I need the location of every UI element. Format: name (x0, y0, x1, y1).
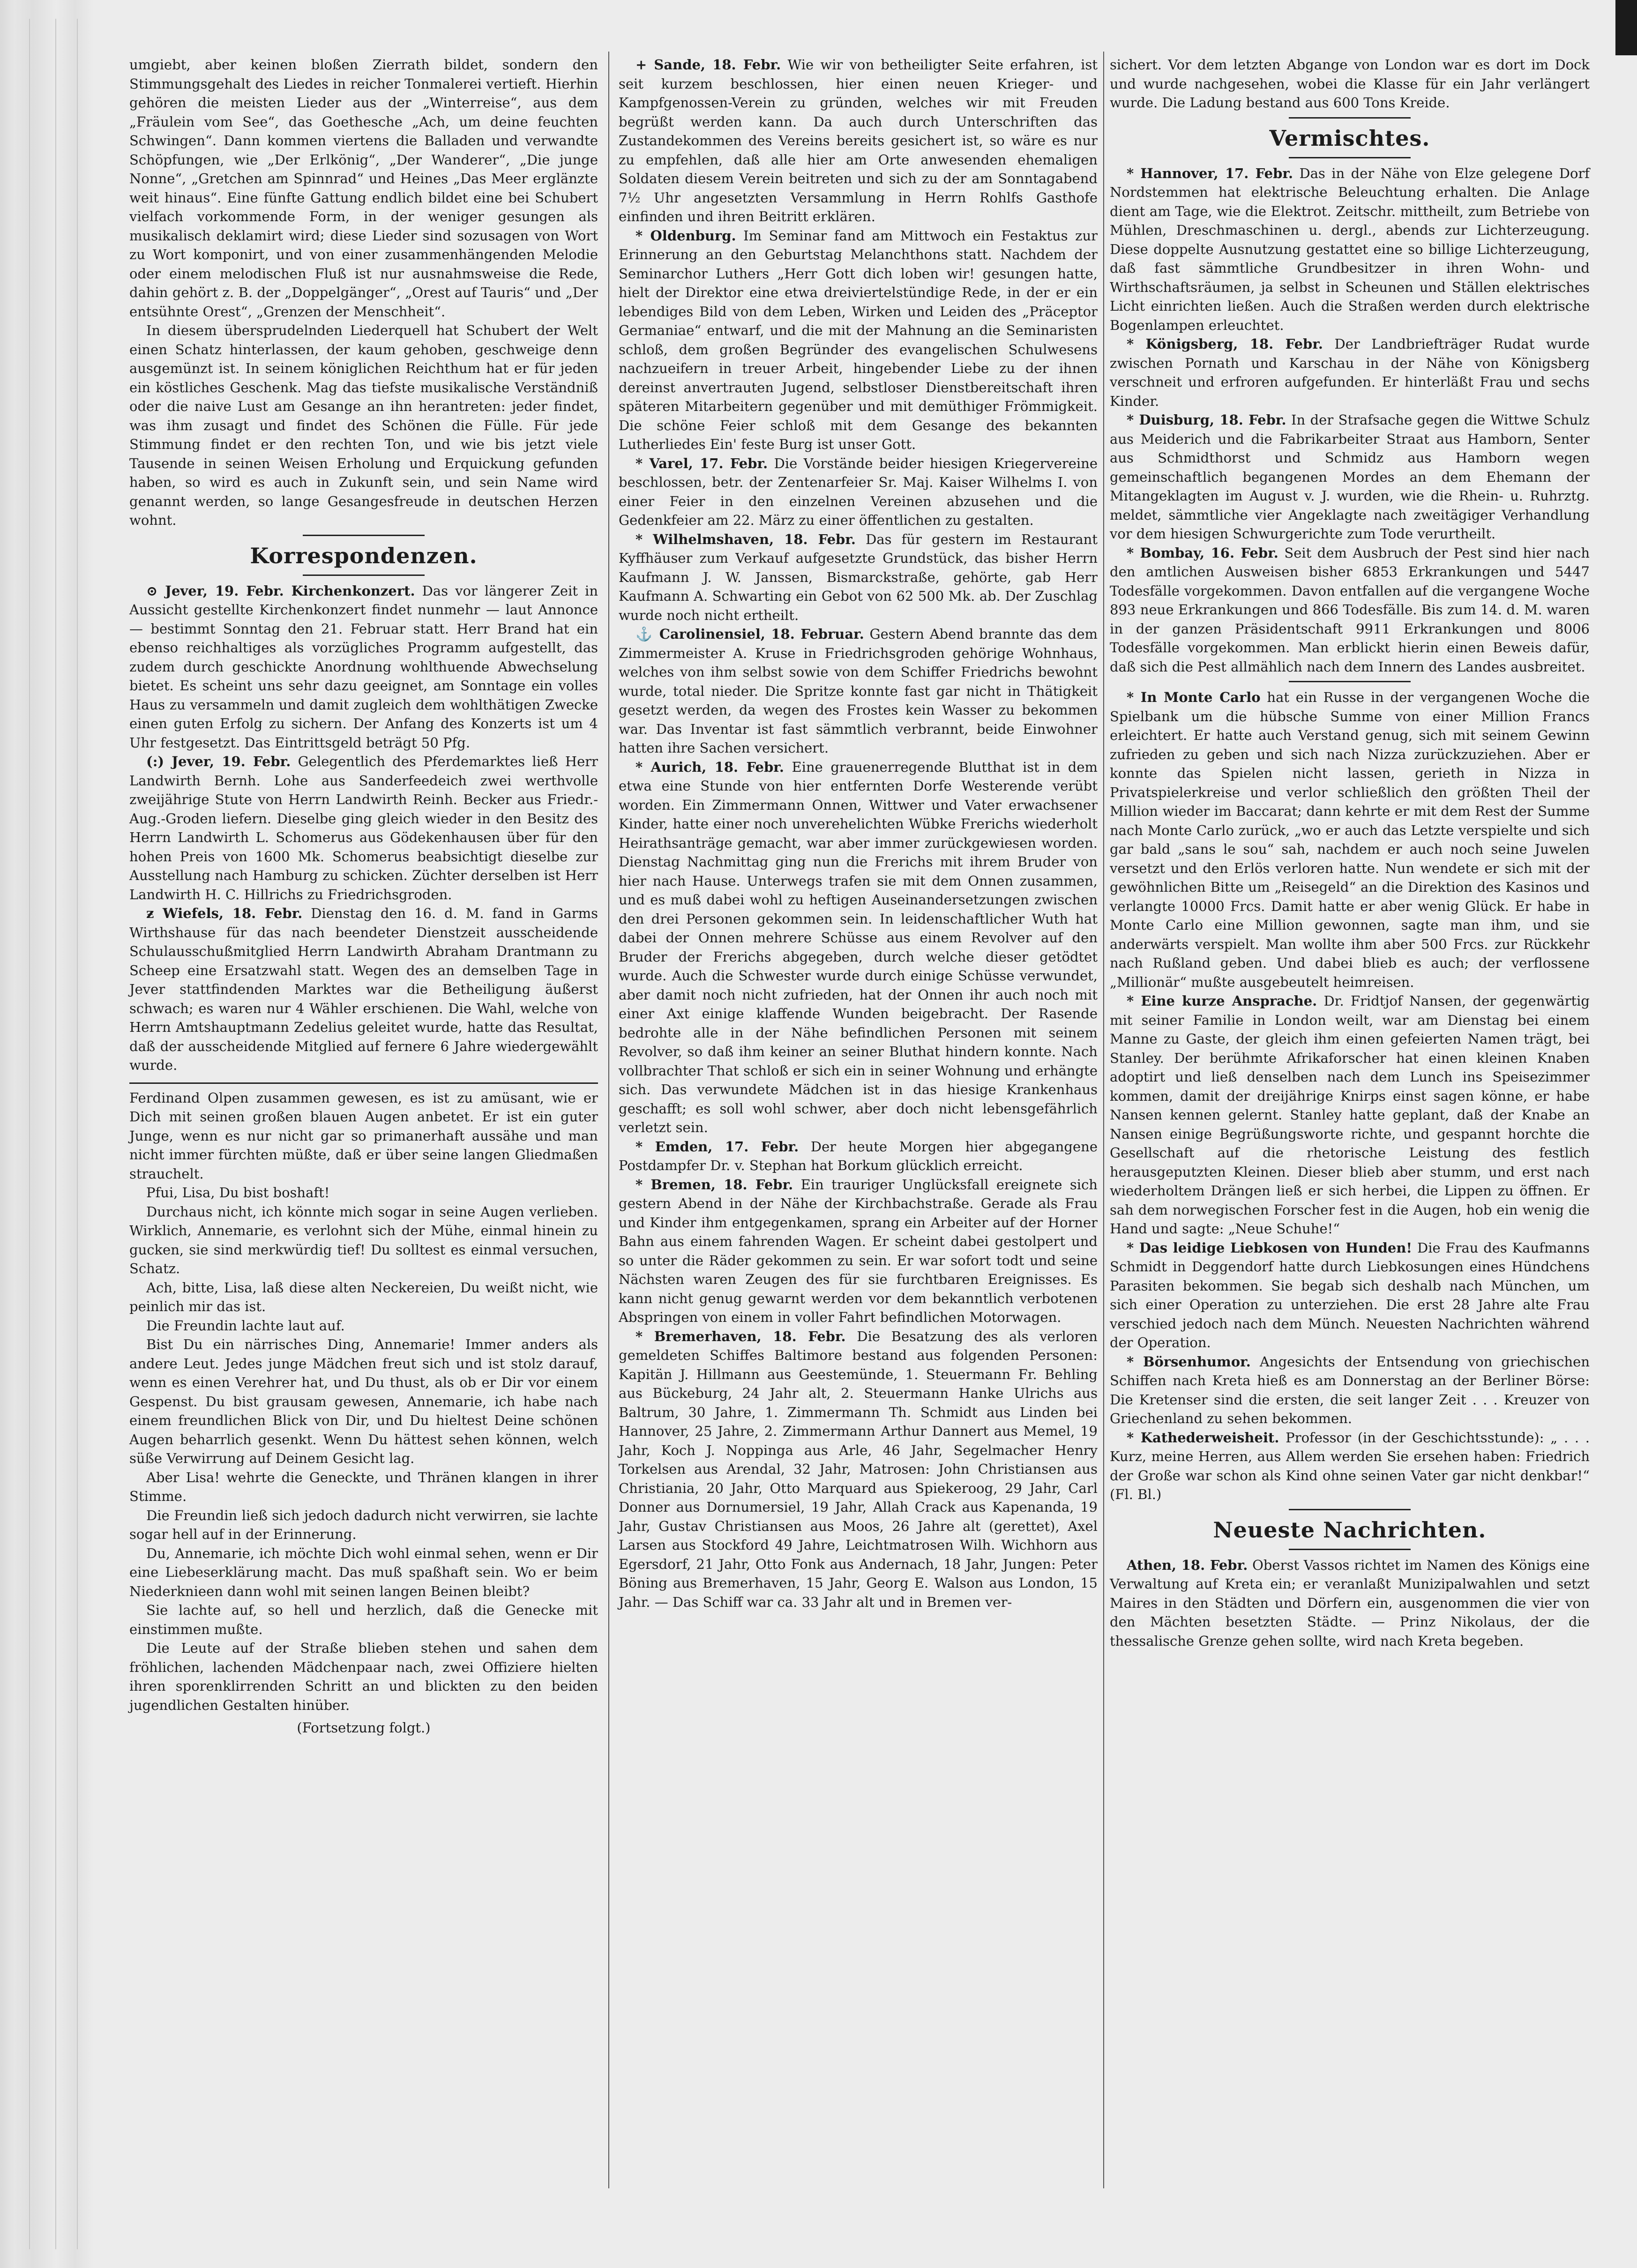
dateline: * Duisburg, 18. Febr. (1127, 412, 1286, 428)
section-divider (1289, 1549, 1411, 1550)
column-rule (1103, 52, 1104, 2188)
dateline: * Bombay, 16. Febr. (1127, 545, 1278, 561)
continuation-note: (Fortsetzung folgt.) (297, 1720, 431, 1736)
news-body: Die Vorstände beider hiesigen Kriegervereine beschlossen, betr. der Zentenarfeier Sr. Maj. Kaiser Wilhelms I. von einer Feier in den einzelnen Vereinen abzusehen und die Gedenkfeier am 22. März zu einer öffentlichen zu gestalten. (619, 455, 1098, 528)
feuilleton-text: Die Freundin lachte laut auf. (146, 1317, 345, 1334)
dateline: + Sande, 18. Febr. (635, 57, 781, 73)
dateline: * Eine kurze Ansprache. (1127, 993, 1317, 1009)
dateline: * Emden, 17. Febr. (635, 1138, 799, 1155)
news-body: In der Strafsache gegen die Wittwe Schulz aus Meiderich und die Fabrikarbeiter Straat aus Hamborn, Senter aus Schmidthorst und Schmidz aus Hamborn wegen gemeinschaftlich begangenen Mordes an dem Ehemann der Mitangeklagten im August v. J. wurden, wie die Rhein- u. Ruhrztg. meldet, sämmtliche vier Angeklagte nach zweitägiger Verhandlung vor dem hiesigen Schwurgerichte zum Tode verurtheilt. (1110, 412, 1590, 542)
dateline: * Börsenhumor. (1127, 1353, 1251, 1370)
dateline: ƶ Wiefels, 18. Febr. (146, 905, 303, 921)
news-body: Im Seminar fand am Mittwoch ein Festaktus zur Erinnerung an den Geburtstag Melanchthons statt. Nachdem der Seminarchor Luthers „Herr Gott dich loben wir! gesungen hatte, hielt der Direktor eine etwa dreiviertelstündige Rede, in der er ein lebendiges Bild von dem Leben, Wirken und Leiden des „Präceptor Germaniae“ entwarf, und die mit der Mahnung an die Seminaristen schloß, dem großen Begründer des evangelischen Schulwesens nachzueifern in treuer Arbeit, hingebender Liebe zu der ihnen dereinst anvertrauten Jugend, selbstloser Dienstbereitschaft ihren späteren Mitarbeitern gegenüber und mit demüthiger Frömmigkeit. Die schöne Feier schloß mit dem Gesange des bekannten Lutherliedes Ein' feste Burg ist unser Gott. (619, 227, 1098, 452)
news-item (619, 758, 1098, 1137)
feuilleton-divider (129, 1082, 598, 1084)
section-heading: Vermischtes. (1269, 125, 1430, 151)
column-rule (608, 52, 609, 2188)
feuilleton-text: Die Leute auf der Straße blieben stehen und sahen dem fröhlichen, lachenden Mädchenpaar nach, zwei Offiziere hielten ihren sporenklirrenden Schritt an und blickten zu den beiden jugendlichen Gestalten hinüber. (129, 1640, 598, 1713)
section-heading: Neueste Nachrichten. (1213, 1517, 1487, 1543)
news-item (619, 1327, 1098, 1612)
feuilleton-text: Du, Annemarie, ich möchte Dich wohl einmal sehen, wenn er Dir eine Liebeserklärung macht. Das muß spaßhaft sein. Wo er beim Niederknieen dann wohl mit seinen langen Beinen bleibt? (129, 1545, 598, 1599)
feuilleton-text: Sie lachte auf, so hell und herzlich, daß die Genecke mit einstimmen mußte. (129, 1602, 598, 1637)
article-text: In diesem übersprudelnden Liederquell hat Schubert der Welt einen Schatz hinterlassen, der kaum gehoben, geschweige denn ausgemünzt ist. In seinem königlichen Reichthum hat er für jeden ein köstliches Geschenk. Mag das tiefste musikalische Verständniß oder die naive Lust am Gesange an ihn herantreten: jeder findet, was ihm zusagt und findet des Schönen die Fülle. Für jede Stimmung findet er den rechten Ton, und wie bis jetzt viele Tausende in seinen Weisen Erholung und Erquickung gefunden haben, so wird es auch in Zukunft sein, und sein Name wird genannt werden, so lange Gesangesfreude in deutschen Herzen wohnt. (129, 322, 598, 528)
news-item (1110, 1556, 1590, 1651)
page-edge (0, 0, 94, 2268)
news-item (619, 454, 1098, 530)
dateline: * Hannover, 17. Febr. (1127, 165, 1293, 181)
feuilleton-text: Durchaus nicht, ich könnte mich sogar in seine Augen verlieben. Wirklich, Annemarie, es verlohnt sich der Mühe, einmal hinein zu gucken, sie sind merkwürdig tief! Du solltest es einmal versuchen, Schatz. (129, 1203, 598, 1276)
news-body: Gelegentlich des Pferdemarktes ließ Herr Landwirth Bernh. Lohe aus Sanderfeedeich zwei werthvolle zweijährige Stute von Herrn Landwirth Reinh. Becker aus Friedr.-Aug.-Groden liefern. Dieselbe ging gleich wieder in den Besitz des Herrn Landwirth L. Schomerus aus Gödekenhausen über für den hohen Preis von 1600 Mk. Schomerus beabsichtigt dieselbe zur Ausstellung nach Hamburg zu schicken. Züchter derselben ist Herr Landwirth H. C. Hillrichs zu Friedrichsgroden. (129, 754, 598, 903)
news-body: Angesichts der Entsendung von griechischen Schiffen nach Kreta hieß es am Donnerstag an der Berliner Börse: Die Kretenser sind die ersten, die seit langer Zeit . . . Kreuzer von Griechenland zu sehen bekommen. (1110, 1353, 1590, 1426)
news-continuation: sichert. Vor dem letzten Abgange von London war es dort im Dock und wurde nachgesehen, wobei die Klasse für ein Jahr verlängert wurde. Die Ladung bestand aus 600 Tons Kreide. (1110, 57, 1590, 111)
news-body: Dr. Fridtjof Nansen, der gegenwärtig mit seiner Familie in London weilt, war am Dienstag bei einem Manne zu Gaste, der gleich ihm einen gefeierten Namen trägt, bei Stanley. Der berühmte Afrikaforscher hat einen kleinen Knaben adoptirt und ließ denselben nach dem Lunch ins Speisezimmer kommen, damit der dreijährige Knirps einst sagen könne, er habe Nansen kennen gelernt. Stanley hatte geplant, daß der Knabe an Nansen einige Begrüßungsworte richte, und gespannt horchte die Gesellschaft auf die rhetorische Leistung des festlich herausgeputzten Kleinen. Dieser blieb aber stumm, und erst nach wiederholtem Drängen ließ er sich herbei, die Lippen zu öffnen. Er sah dem norwegischen Forscher fest in die Augen, hob ein wenig die Hand und sagte: „Neue Schuhe!“ (1110, 993, 1590, 1237)
column-3 (1110, 55, 1590, 1650)
dateline: ⊙ Jever, 19. Febr. Kirchenkonzert. (146, 582, 415, 599)
news-body: Dienstag den 16. d. M. fand in Garms Wirthshause für das nach beendeter Dienstzeit ausscheidende Schulausschußmitglied Herrn Landwirth Abraham Drantmann zu Scheep eine Ersatzwahl statt. Wegen des an demselben Tage in Jever stattfindenden Marktes war die Betheiligung äußerst schwach; es waren nur 4 Wähler erschienen. Die Wahl, welche von Herrn Amtshauptmann Zedelius geleitet wurde, hatte das Resultat, daß der ausscheidende Mitglied auf fernere 6 Jahre wiedergewählt wurde. (129, 905, 598, 1073)
news-item (619, 625, 1098, 758)
news-item (1110, 688, 1590, 992)
section-divider (303, 574, 425, 576)
news-body: Oberst Vassos richtet im Namen des Königs eine Verwaltung auf Kreta ein; er veranlaßt Munizipalwahlen und setzt Maires in den Städten und Dörfern ein, ausgenommen die vier von den Mächten besetzten Städte. — Prinz Nikolaus, der die thessalische Grenze gehen sollte, wird nach Kreta begeben. (1110, 1557, 1590, 1649)
news-body: Eine grauenerregende Blutthat ist in dem etwa eine Stunde von hier entfernten Dorfe Westerende verübt worden. Ein Zimmermann Onnen, Wittwer und Vater erwachsener Kinder, hatte einer noch unverehelichten Wübke Frerichs wiederholt Heirathsanträge gemacht, war aber immer zurückgewiesen worden. Dienstag Nachmittag ging nun die Frerichs mit ihrem Bruder von hier nach Hause. Unterwegs trafen sie mit dem Onnen zusammen, und es muß dabei wohl zu heftigen Auseinandersetzungen zwischen den drei Personen gekommen sein. In leidenschaftlicher Wuth hat dabei der Onnen mehrere Schüsse aus einem Revolver auf den Bruder der Frerichs abgegeben, durch welche dieser getödtet wurde. Auch die Schwester wurde durch einige Schüsse verwundet, aber damit noch nicht zufrieden, hat der Onnen ihr auch noch mit einer Axt einige klaffende Wunden beigebracht. Der Rasende bedrohte alle in der Nähe befindlichen Personen mit seinem Revolver, so daß ihm keiner an seiner Bluthat hindern konnte. Nach vollbrachter That schloß er sich ein in seiner Wohnung und erhängte sich. Das verwundete Mädchen ist in das hiesige Krankenhaus geschafft; es soll wohl schwer, aber doch nicht lebensgefährlich verletzt sein. (619, 759, 1098, 1135)
dateline: * In Monte Carlo (1127, 689, 1261, 705)
news-item (1110, 992, 1590, 1238)
feuilleton-text: Die Freundin ließ sich jedoch dadurch nicht verwirren, sie lachte sogar hell auf in der Erinnerung. (129, 1507, 598, 1542)
news-item (129, 904, 598, 1075)
news-body: Die Frau des Kaufmanns Schmidt in Deggendorf hatte durch Liebkosungen eines Hündchens Parasiten bekommen. Sie begab sich deshalb nach München, um sich einer Operation zu unterziehen. Die erst 28 Jahre alte Frau verschied jedoch nach dem Münch. Neuesten Nachrichten während der Operation. (1110, 1239, 1590, 1350)
dateline: * Oldenburg. (635, 227, 736, 244)
news-item (619, 1137, 1098, 1175)
news-body: Seit dem Ausbruch der Pest sind hier nach den amtlichen Ausweisen bisher 6853 Erkrankungen und 5447 Todesfälle vorgekommen. Davon entfallen auf die vergangene Woche 893 neue Erkrankungen und 866 Todesfälle. Bis zum 14. d. M. waren in der ganzen Präsidentschaft 9911 Erkrankungen und 8006 Todesfälle vorgekommen. Man erblickt hierin einen Beweis dafür, daß sich die Pest allmählich nach dem Innern des Landes ausbreitet. (1110, 545, 1590, 675)
dateline: * Bremen, 18. Febr. (635, 1176, 793, 1193)
dateline: ⚓ Carolinensiel, 18. Februar. (635, 626, 864, 642)
section-heading: Korrespondenzen. (250, 543, 478, 568)
news-body: Die Besatzung des als verloren gemeldeten Schiffes Baltimore bestand aus folgenden Personen: Kapitän J. Hillmann aus Geestemünde, 1. Steuermann Fr. Behling aus Bückeburg, 24 Jahr alt, 2. Steuermann Hanke Ulrichs aus Baltrum, 30 Jahre, 1. Zimmermann Th. Schmidt aus Linden bei Hannover, 25 Jahre, 2. Zimmermann Arthur Dannert aus Memel, 19 Jahr, Koch J. Noppinga aus Arle, 46 Jahr, Segelmacher Henry Torkelsen aus Arendal, 32 Jahr, Matrosen: John Christiansen aus Christiania, 20 Jahr, Otto Marquard aus Spiekeroog, 29 Jahr, Carl Donner aus Dornumersiel, 19 Jahr, Allah Crack aus Kapenanda, 19 Jahr, Gustav Christiansen aus Moos, 26 Jahre alt (gerettet), Axel Larsen aus Stockford 49 Jahre, Leichtmatrosen Wilh. Wichhorn aus Egersdorf, 21 Jahr, Otto Fonk aus Andernach, 18 Jahr, Jungen: Peter Böning aus Bremerhaven, 15 Jahr, Georg E. Walson aus London, 15 Jahr. — Das Schiff war ca. 33 Jahr alt und in Bremen ver- (619, 1328, 1098, 1610)
news-item (1110, 544, 1590, 677)
dateline: * Aurich, 18. Febr. (635, 759, 784, 775)
column-1 (129, 55, 598, 1737)
corner-tab (1615, 0, 1637, 55)
news-body: Professor (in der Geschichtsstunde): „ . . . Kurz, meine Herren, aus Allem werden Sie ersehen haben: Friedrich der Große war schon als Kind ohne seinen Vater gar nicht denkbar!“ (Fl. Bl.) (1110, 1429, 1590, 1502)
news-item (619, 226, 1098, 454)
feuilleton-text: Pfui, Lisa, Du bist boshaft! (146, 1185, 330, 1201)
news-item (1110, 410, 1590, 544)
item-divider (1289, 681, 1411, 682)
news-item (1110, 1238, 1590, 1352)
feuilleton-text: Ach, bitte, Lisa, laß diese alten Neckereien, Du weißt nicht, wie peinlich mir das ist. (129, 1279, 598, 1314)
news-body: Das in der Nähe von Elze gelegene Dorf Nordstemmen hat elektrische Beleuchtung erhalten. Die Anlage dient am Tage, wie die Elektrot. Zeitschr. mittheilt, zum Betriebe von Mühlen, Dreschmaschinen u. dergl., abends zur Lichterzeugung. Diese doppelte Ausnutzung gestattet eine so billige Lichterzeugung, daß fast sämmtliche Grundbesitzer in ihren Wohn- und Wirthschaftsräumen, ja selbst in Scheunen und Ställen elektrisches Licht einrichten ließen. Auch die Straßen werden durch elektrische Bogenlampen erleuchtet. (1110, 165, 1590, 333)
news-body: Das vor längerer Zeit in Aussicht gestellte Kirchenkonzert findet nunmehr — laut Annonce — bestimmt Sonntag den 21. Februar statt. Herr Brand hat ein ebenso reichhaltiges als vorzügliches Programm aufgestellt, das zudem durch geschickte Anordnung wohlthuende Abwechselung bietet. Es scheint uns sehr dazu geeignet, am Sonntage ein volles Haus zu versammeln und damit zugleich dem wohlthätigen Zwecke einen guten Erfolg zu sichern. Der Anfang des Konzerts ist um 4 Uhr festgesetzt. Das Eintrittsgeld beträgt 50 Pfg. (129, 582, 598, 751)
dateline: Athen, 18. Febr. (1127, 1557, 1248, 1573)
news-item (619, 530, 1098, 625)
dateline: * Das leidige Liebkosen von Hunden! (1127, 1239, 1413, 1256)
news-body: Gestern Abend brannte das dem Zimmermeister A. Kruse in Friedrichsgroden gehörige Wohnhaus, welches von ihm selbst sowie von dem Schiffer Friedrichs bewohnt wurde, total nieder. Die Spritze konnte fast gar nicht in Thätigkeit gesetzt werden, da wegen des Frostes kein Wasser zu bekommen war. Das Inventar ist fast sämmtlich verbrannt, beide Einwohner hatten ihre Sachen versichert. (619, 626, 1098, 756)
news-body: Ein trauriger Unglücksfall ereignete sich gestern Abend in der Nähe der Kirchbachstraße. Gerade als Frau und Kinder ihm entgegenkamen, sprang ein Arbeiter auf der Horner Bahn aus einem fahrenden Wagen. Er scheint dabei gestolpert und so unter die Räder gekommen zu sein. Er war sofort todt und seine Nächsten waren Zeugen des für sie furchtbaren Ereignisses. Es kann nicht genug gewarnt werden vor dem bekanntlich verbotenen Abspringen von einem in voller Fahrt befindlichen Motorwagen. (619, 1176, 1098, 1325)
article-text: umgiebt, aber keinen bloßen Zierrath bildet, sondern den Stimmungsgehalt des Liedes in reicher Tonmalerei vertieft. Hierhin gehören die meisten Lieder aus der „Winterreise“, aus dem „Fräulein vom See“, das Goethesche „Ach, um deine feuchten Schwingen“. Dann kommen viertens die Balladen und verwandte Schöpfungen, wie „Der Erlkönig“, „Der Wanderer“, „Die junge Nonne“, „Gretchen am Spinnrad“ und Heines „Das Meer erglänzte weit hinaus“. Eine fünfte Gattung endlich bildet eine bei Schubert vielfach vorkommende Form, in der weniger gesungen als musikalisch deklamirt wird; diese Lieder sind sozusagen von Wort zu Wort komponirt, und von einer zusammenhängenden Melodie oder einem melodischen Fluß ist nur ausnahmsweise die Rede, dahin gehört z. B. der „Doppelgänger“, „Orest auf Tauris“ und „Der entsühnte Orest“, „Grenzen der Menschheit“. (129, 57, 598, 320)
section-divider (1289, 1509, 1411, 1510)
section-divider (1289, 117, 1411, 119)
news-item (619, 1175, 1098, 1327)
news-item (1110, 335, 1590, 410)
news-item (129, 752, 598, 904)
news-item (129, 582, 598, 753)
dateline: * Wilhelmshaven, 18. Febr. (635, 531, 856, 547)
column-2 (619, 55, 1098, 1611)
news-body: hat ein Russe in der vergangenen Woche die Spielbank um die hübsche Summe von einer Million Francs erleichtert. Er hatte auch Verstand genug, sich mit seinem Gewinn zufrieden zu geben und sich nach Nizza zurückzuziehen. Aber er konnte das Spielen nicht lassen, gerieth in Nizza in Privatspielerkreise und verlor schließlich den größten Theil der Million wieder im Baccarat; dann kehrte er mit dem Rest der Summe nach Monte Carlo zurück, „wo er auch das Letzte verspielte und sich gar bald „sans le sou“ sah, nachdem er auch noch seine Juwelen versetzt und den Erlös verloren hatte. Nun wendete er sich mit der gewöhnlichen Bitte um „Reisegeld“ an die Direktion des Kasinos und verlangte 10000 Frcs. Damit hatte er aber wenig Glück. Er habe in Monte Carlo eine Million gewonnen, sagte man ihm, und sie anderwärts verspielt. Man wollte ihm aber 500 Frcs. zur Rückkehr nach Rußland geben. Und dabei blieb es auch; der verflossene „Millionär“ mußte ausgebeutelt heimreisen. (1110, 689, 1590, 990)
dateline: (:) Jever, 19. Febr. (146, 754, 291, 769)
news-item (1110, 1352, 1590, 1428)
dateline: * Bremerhaven, 18. Febr. (635, 1328, 846, 1344)
news-body: Wie wir von betheiligter Seite erfahren, ist seit kurzem beschlossen, hier einen neuen Krieger- und Kampfgenossen-Verein zu gründen, welches wir mit Freuden begrüßt werden kann. Da auch durch Unterschriften das Zustandekommen des Vereins bereits gesichert ist, so wäre es nur zu empfehlen, daß alle hier am Orte anwesenden ehemaligen Soldaten diesem Verein beitreten und sich zu der am Sonntagabend 7½ Uhr angesetzten Versammlung in Herrn Rohlfs Gasthofe einfinden und ihren Beitritt erklären. (619, 57, 1098, 224)
feuilleton-text: Aber Lisa! wehrte die Geneckte, und Thränen klangen in ihrer Stimme. (129, 1469, 598, 1504)
news-item (619, 55, 1098, 226)
news-body: Der Landbriefträger Rudat wurde zwischen Pornath und Karschau in der Nähe von Königsberg verschneit und erfroren aufgefunden. Er hinterläßt Frau und sechs Kinder. (1110, 336, 1590, 409)
feuilleton-text: Bist Du ein närrisches Ding, Annemarie! Immer anders als andere Leut. Jedes junge Mädchen freut sich und ist stolz darauf, wenn es einen Verehrer hat, und Du thust, als ob er Dir vor einem Gespenst. Du bist grausam gewesen, Annemarie, ich habe nach einem freundlichen Blick von Dir, und Du hieltest Deine schönen Augen beharrlich gesenkt. Wenn Du hättest sehen können, welch süße Verwirrung auf Deinem Gesicht lag. (129, 1336, 598, 1466)
dateline: * Kathederweisheit. (1127, 1429, 1279, 1446)
news-item (1110, 164, 1590, 335)
news-item (1110, 1428, 1590, 1504)
dateline: * Varel, 17. Febr. (635, 455, 768, 471)
feuilleton-text: Ferdinand Olpen zusammen gewesen, es ist zu amüsant, wie er Dich mit seinen großen blauen Augen anbetet. Er ist ein guter Junge, wenn es nur nicht gar so primanerhaft aussähe und man nicht immer fürchten müßte, daß er über seine langen Gliedmaßen strauchelt. (129, 1089, 598, 1182)
news-body: Der heute Morgen hier abgegangene Postdampfer Dr. v. Stephan hat Borkum glücklich erreicht. (619, 1138, 1098, 1173)
section-divider (303, 535, 425, 536)
dateline: * Königsberg, 18. Febr. (1127, 336, 1323, 352)
news-body: Das für gestern im Restaurant Kyffhäuser zum Verkauf aufgesetzte Grundstück, das bisher Herrn Kaufmann J. W. Janssen, Bismarckstraße, gehörte, gab Herr Kaufmann A. Schwarting ein Gebot von 62 500 Mk. ab. Der Zuschlag wurde noch nicht ertheilt. (619, 531, 1098, 623)
section-divider (1289, 157, 1411, 158)
